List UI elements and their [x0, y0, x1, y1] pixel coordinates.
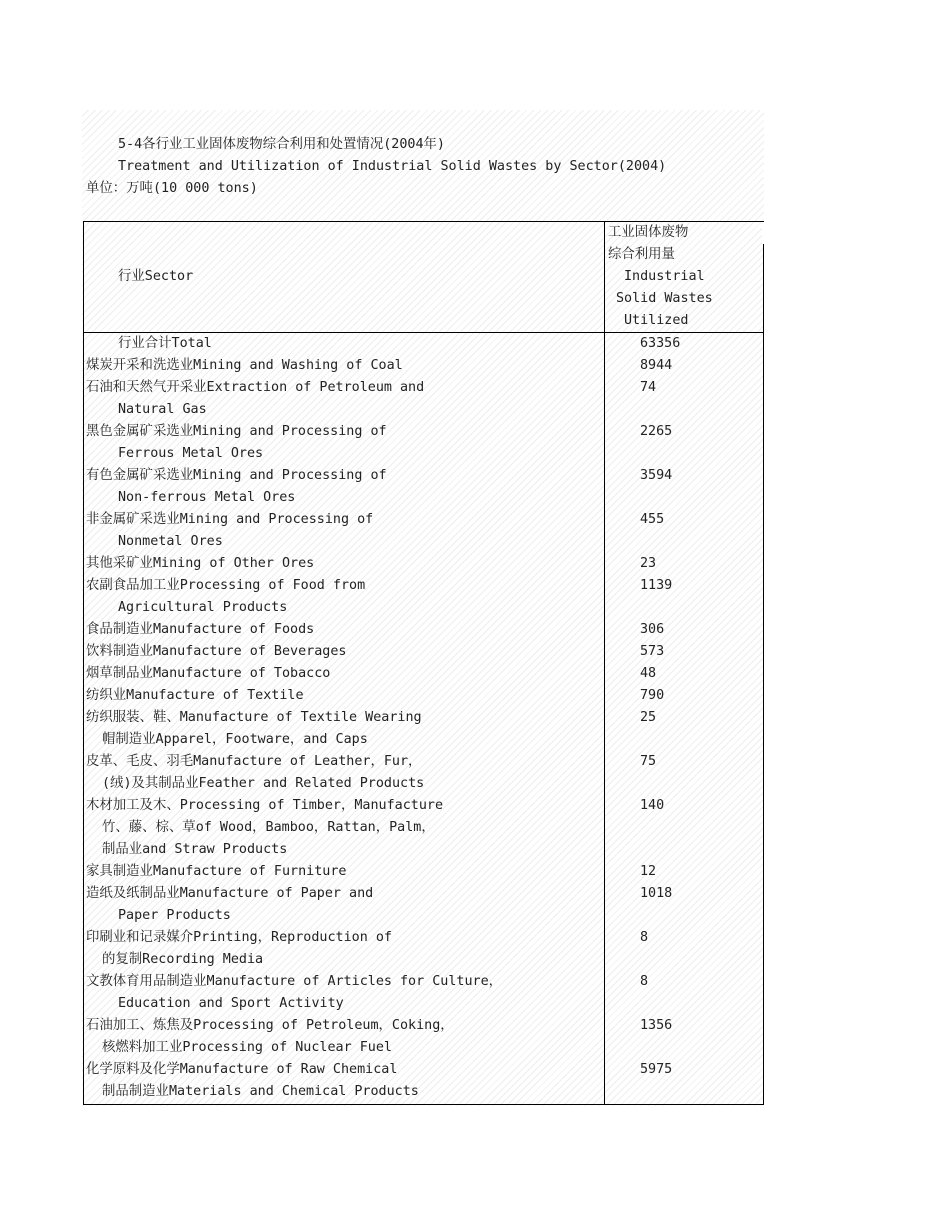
utilized-value: 25 [640, 710, 657, 725]
sector-name-line: 化学原料及化学Manufacture of Raw Chemical [86, 1062, 398, 1077]
table-row [86, 509, 762, 553]
sector-name-line: 的复制Recording Media [102, 952, 264, 967]
sector-name-line: 非金属矿采选业Mining and Processing of [86, 512, 374, 527]
table-row [86, 377, 762, 421]
sector-name [86, 1015, 604, 1059]
sector-name [86, 553, 604, 575]
sector-name-line: 造纸及纸制品业Manufacture of Paper and [86, 886, 374, 901]
header-sector: 行业Sector [118, 269, 194, 284]
sector-name-line: 核燃料加工业Processing of Nuclear Fuel [102, 1040, 392, 1055]
sector-name-line: 行业合计Total [118, 336, 212, 351]
header-utilized-line: 工业固体废物 [608, 225, 689, 240]
sector-name-line: 制品制造业Materials and Chemical Products [102, 1084, 419, 1099]
table-row [86, 751, 762, 795]
sector-name [86, 619, 604, 641]
table-row [86, 619, 762, 641]
table-title: 5-4各行业工业固体废物综合利用和处置情况(2004年) [118, 137, 445, 152]
sector-name [86, 971, 604, 1015]
sector-name [86, 795, 604, 861]
utilized-value: 8 [640, 930, 649, 945]
utilized-value: 5975 [640, 1062, 673, 1077]
sector-name-line: 文教体育用品制造业Manufacture of Articles for Culture， [86, 974, 503, 989]
utilized-value: 8 [640, 974, 649, 989]
table-subtitle: Treatment and Utilization of Industrial Solid Wastes by Sector(2004) [118, 159, 667, 174]
sector-name-line: 有色金属矿采选业Mining and Processing of [86, 468, 387, 483]
sector-name [86, 685, 604, 707]
utilized-value: 573 [640, 644, 665, 659]
sector-name-line: 家具制造业Manufacture of Furniture [86, 864, 347, 879]
sector-name [86, 575, 604, 619]
utilized-value: 306 [640, 622, 665, 637]
sector-name-line: 木材加工及木、Processing of Timber，Manufacture [86, 798, 444, 813]
utilized-value: 12 [640, 864, 657, 879]
sector-name-line: (绒)及其制品业Feather and Related Products [102, 776, 425, 791]
sector-name-line: 黑色金属矿采选业Mining and Processing of [86, 424, 387, 439]
utilized-value: 1018 [640, 886, 673, 901]
sector-name-line: 纺织服装、鞋、Manufacture of Textile Wearing [86, 710, 422, 725]
sector-name [86, 1059, 604, 1103]
sector-name-line: Nonmetal Ores [118, 534, 223, 549]
sector-name-line: 农副食品加工业Processing of Food from [86, 578, 366, 593]
table-row [86, 641, 762, 663]
header-utilized-line: Industrial [624, 269, 705, 284]
sector-name [86, 927, 604, 971]
utilized-value: 74 [640, 380, 657, 395]
sector-name-line: 制品业and Straw Products [102, 842, 288, 857]
sector-name-line: 印刷业和记录媒介Printing，Reproduction of [86, 930, 392, 945]
sector-name-line: 食品制造业Manufacture of Foods [86, 622, 315, 637]
utilized-value: 3594 [640, 468, 673, 483]
table-row [86, 465, 762, 509]
sector-name-line: 煤炭开采和洗选业Mining and Washing of Coal [86, 358, 403, 373]
sector-name [86, 377, 604, 421]
table-body [86, 333, 762, 1103]
header-right-gap [762, 222, 766, 244]
sector-name-line: 纺织业Manufacture of Textile [86, 688, 304, 703]
utilized-value: 63356 [640, 336, 681, 351]
sector-name-line: 帽制造业Apparel，Footware，and Caps [102, 732, 368, 747]
sector-name-line: 其他采矿业Mining of Other Ores [86, 556, 315, 571]
utilized-value: 790 [640, 688, 665, 703]
sector-name [86, 641, 604, 663]
table-row [86, 355, 762, 377]
utilized-value: 140 [640, 798, 665, 813]
sector-name-line: Non-ferrous Metal Ores [118, 490, 296, 505]
header-utilized-line: 综合利用量 [608, 247, 675, 262]
utilized-value: 48 [640, 666, 657, 681]
table-row [86, 685, 762, 707]
table-row [86, 575, 762, 619]
sector-name [86, 465, 604, 509]
table-row [86, 333, 762, 355]
table-row [86, 663, 762, 685]
sector-name-line: Natural Gas [118, 402, 207, 417]
sector-name-line: Ferrous Metal Ores [118, 446, 264, 461]
utilized-value: 455 [640, 512, 665, 527]
sector-name [86, 509, 604, 553]
table-row [86, 883, 762, 927]
table-row [86, 971, 762, 1015]
table-row [86, 1015, 762, 1059]
sector-name-line: 烟草制品业Manufacture of Tobacco [86, 666, 331, 681]
sector-name [86, 707, 604, 751]
header-utilized-line: Utilized [624, 313, 689, 328]
sector-name [86, 751, 604, 795]
sector-name-line: 竹、藤、棕、草of Wood，Bamboo，Rattan，Palm， [102, 820, 435, 835]
sector-name [86, 421, 604, 465]
table-row [86, 861, 762, 883]
sector-name-line: 皮革、毛皮、羽毛Manufacture of Leather，Fur， [86, 754, 422, 769]
sector-name [86, 355, 604, 377]
sector-name-line: Paper Products [118, 908, 231, 923]
utilized-value: 2265 [640, 424, 673, 439]
sector-name [86, 861, 604, 883]
table-row [86, 1059, 762, 1103]
unit-label: 单位：万吨(10 000 tons) [86, 181, 258, 196]
sector-name [86, 883, 604, 927]
table-row [86, 927, 762, 971]
utilized-value: 1139 [640, 578, 673, 593]
sector-name-line: 石油和天然气开采业Extraction of Petroleum and [86, 380, 425, 395]
sector-name-line: 饮料制造业Manufacture of Beverages [86, 644, 347, 659]
table-row [86, 421, 762, 465]
sector-name-line: Agricultural Products [118, 600, 288, 615]
table-row [86, 795, 762, 861]
sector-name-line: 石油加工、炼焦及Processing of Petroleum，Coking， [86, 1018, 454, 1033]
sector-name-line: Education and Sport Activity [118, 996, 344, 1011]
sector-name [86, 663, 604, 685]
table-row [86, 707, 762, 751]
header-utilized-line: Solid Wastes [616, 291, 713, 306]
utilized-value: 1356 [640, 1018, 673, 1033]
sector-name [86, 333, 604, 355]
table-row [86, 553, 762, 575]
utilized-value: 8944 [640, 358, 673, 373]
utilized-value: 75 [640, 754, 657, 769]
utilized-value: 23 [640, 556, 657, 571]
header-utilized [608, 222, 758, 332]
